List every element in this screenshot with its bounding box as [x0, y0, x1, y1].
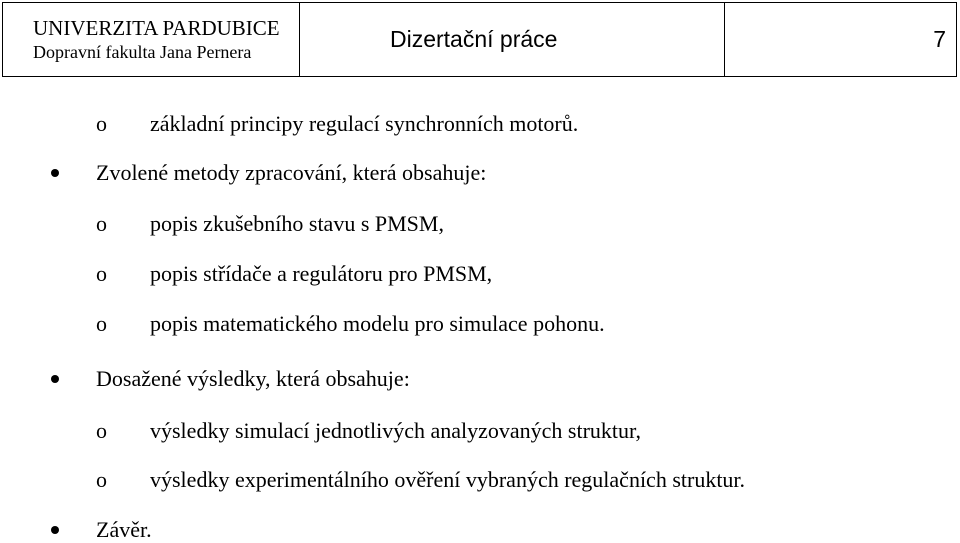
list-item: popis zkušebního stavu s PMSM,: [150, 211, 444, 236]
list-marker-o: o: [96, 418, 107, 443]
list-marker-o: o: [96, 311, 107, 336]
bullet-marker: [51, 375, 59, 383]
bullet-item: Dosažené výsledky, která obsahuje:: [96, 366, 410, 391]
university-name: UNIVERZITA PARDUBICE: [33, 16, 280, 40]
faculty-name: Dopravní fakulta Jana Pernera: [33, 42, 252, 62]
list-marker-o: o: [96, 261, 107, 286]
list-item: popis střídače a regulátoru pro PMSM,: [150, 261, 493, 286]
bullet-item: Závěr.: [96, 517, 152, 542]
list-marker-o: o: [96, 111, 107, 136]
list-item: výsledky experimentálního ověření vybraných regulačních struktur.: [150, 467, 746, 492]
list-item: výsledky simulací jednotlivých analyzovaných struktur,: [150, 418, 641, 443]
list-marker-o: o: [96, 467, 107, 492]
bullet-marker: [51, 526, 59, 534]
document-type: Dizertační práce: [300, 3, 725, 76]
list-marker-o: o: [96, 211, 107, 236]
bullet-item: Zvolené metody zpracování, která obsahuje:: [96, 160, 487, 185]
list-item: základní principy regulací synchronních motorů.: [150, 111, 579, 136]
list-item: popis matematického modelu pro simulace pohonu.: [150, 311, 605, 336]
page-header: [2, 2, 957, 77]
page-number: 7: [933, 26, 946, 52]
bullet-marker: [51, 169, 59, 177]
header-institution: [3, 3, 300, 76]
